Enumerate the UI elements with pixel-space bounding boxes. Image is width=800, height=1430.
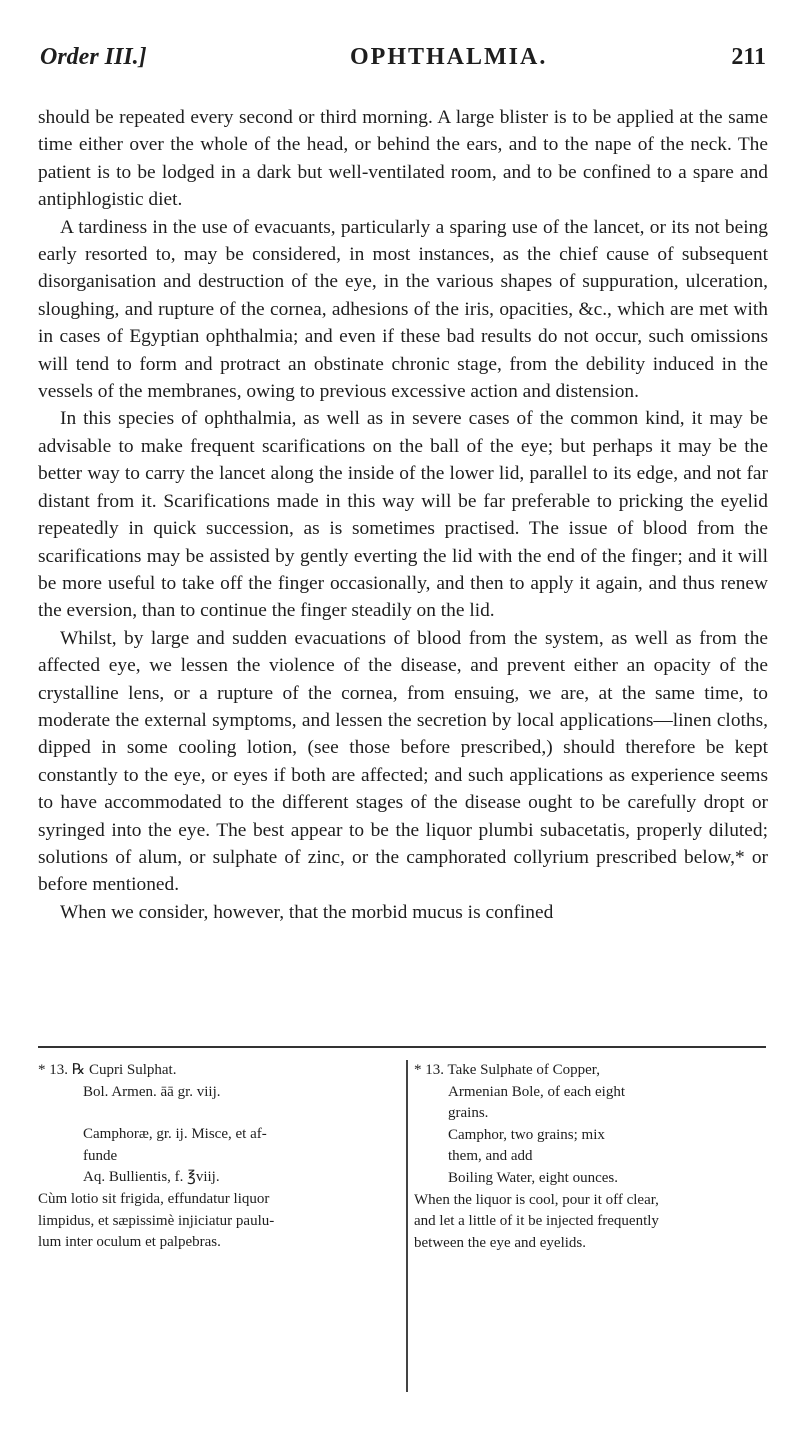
footnote-line: Camphor, two grains; mix [448,1126,605,1143]
footnote-divider [38,1046,766,1048]
footnote-line: between the eye and eyelids. [414,1234,587,1251]
footnote-line: Camphoræ, gr. ij. Misce, et af- [83,1126,267,1143]
footnote-line: Bol. Armen. āā gr. viij. [83,1083,221,1100]
main-text [38,104,768,926]
footnote-line: funde [83,1147,118,1164]
footnote-line: lum inter oculum et palpebras. [38,1234,221,1251]
paragraph: should be repeated every second or third morning. A large blister is to be applied at the same time either over the whole of the head, or behind the ears, and to the nape of the neck. The patient is to be lodged in a dark but well-ventilated room, and to be confined to a spare and antiphlogistic diet. [38,107,768,211]
footnote-latin [38,1060,394,1254]
footnote-line: Armenian Bole, of each eight [448,1083,626,1100]
footnote-line: grains. [448,1105,489,1122]
footnote-line: limpidus, et sæpissimè injiciatur paulu- [38,1212,275,1229]
footnote-line: them, and add [448,1148,533,1165]
order-label: Order III.] [40,44,147,70]
paragraph: In this species of ophthalmia, as well as in severe cases of the common kind, it may be advisable to make frequent scarifications on the ball of the eye; but perhaps it may be the better way to carry the lancet along the inside of the lower lid, parallel to its edge, and not far distant from it. Scarifications made in this way will be far preferable to pricking the eyelid repeatedly in quick succession, as is sometimes practised. The issue of blood from the scarifications may be assisted by gently everting the lid with the end of the finger; and it will be more useful to take off the finger occasionally, and then to apply it again, and thus renew the eversion, than to continue the finger steadily on the lid. [38,408,768,622]
paragraph: Whilst, by large and sudden evacuations of blood from the system, as well as from the affected eye, we lessen the violence of the disease, and prevent either an opacity of the crystalline lens, or a rupture of the cornea, from ensuing, we are, at the same time, to moderate the external symptoms, and lessen the secretion by local applications—linen cloths, dipped in some cooling lotion, (see those before prescribed,) should therefore be kept constantly to the eye, or eyes if both are affected; and such applications as experience seems to have accommodated to the different stages of the disease ought to be carefully dropt or syringed into the eye. The best appear to be the liquor plumbi subacetatis, properly diluted; solutions of alum, or sulphate of zinc, or the camphorated collyrium prescribed below,* or before mentioned. [38,627,768,896]
footnotes [38,1060,768,1400]
footnote-line: Cùm lotio sit frigida, effundatur liquor [38,1190,270,1207]
page-title: OPHTHALMIA. [350,44,548,70]
page-number: 211 [731,44,766,70]
footnote-english [406,1060,768,1392]
paragraph: A tardiness in the use of evacuants, particularly a sparing use of the lancet, or its not being early resorted to, may be considered, in most instances, as the chief cause of subsequent disorganisation and destruction of the eye, in the various shapes of suppuration, ulceration, sloughing, and rupture of the cornea, adhesions of the iris, opacities, &c., which are met with in cases of Egyptian ophthalmia; and even if these bad results do not occur, such omissions will tend to form and protract an obstinate chronic stage, from the debility induced in the vessels of the membranes, owing to previous excessive action and distension. [38,216,768,403]
footnote-line: * 13. Take Sulphate of Copper, [414,1062,600,1078]
footnote-line: Aq. Bullientis, f. ℥viij. [83,1169,220,1186]
footnote-line: and let a little of it be injected frequently [414,1213,659,1230]
running-header [40,44,766,78]
footnote-line: When the liquor is cool, pour it off clear, [414,1191,659,1208]
footnote-line: * 13. ℞ Cupri Sulphat. [38,1062,177,1078]
footnote-line: Boiling Water, eight ounces. [448,1169,618,1186]
paragraph: When we consider, however, that the morbid mucus is confined [60,901,554,923]
